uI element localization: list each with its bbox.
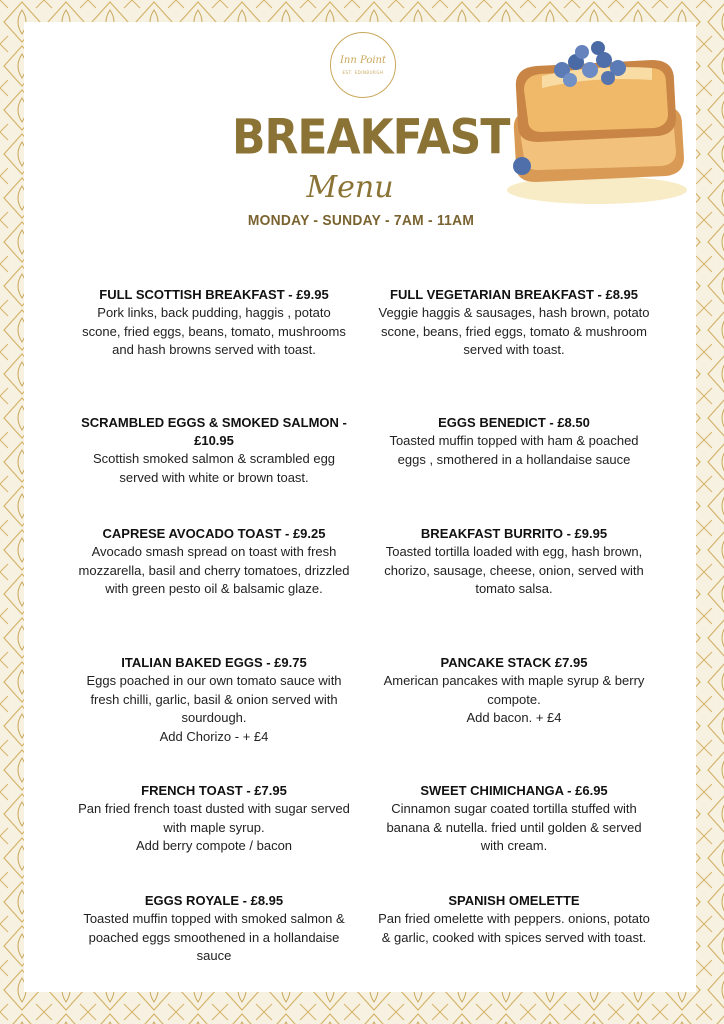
item-description: Cinnamon sugar coated tortilla stuffed with banana & nutella. fried until golden & served with cream. — [386, 801, 642, 853]
item-description: Toasted muffin topped with smoked salmon & poached eggs smoothened in a hollandaise sauce — [83, 911, 345, 963]
menu-item-scrambled-eggs — [78, 414, 350, 487]
menu-item-eggs-royale — [78, 892, 350, 966]
item-name: FULL VEGETARIAN BREAKFAST - £8.95 — [390, 287, 638, 302]
french-toast-illustration — [502, 40, 692, 210]
item-description: Pan fried french toast dusted with sugar served with maple syrup. — [78, 801, 350, 835]
item-name: SCRAMBLED EGGS & SMOKED SALMON - £10.95 — [81, 415, 347, 448]
item-description: Veggie haggis & sausages, hash brown, potato scone, beans, fried eggs, tomato & mushroom served with toast. — [378, 305, 650, 357]
item-name: EGGS BENEDICT - £8.50 — [438, 415, 590, 430]
menu-item-full-vegetarian — [378, 286, 650, 360]
menu-item-french-toast — [78, 782, 350, 856]
item-description: Scottish smoked salmon & scrambled egg served with white or brown toast. — [92, 451, 336, 485]
item-addon: Add bacon. + £4 — [466, 710, 562, 725]
item-addon: Add Chorizo - + £4 — [159, 728, 269, 744]
item-name: BREAKFAST BURRITO - £9.95 — [420, 526, 608, 541]
item-name: ITALIAN BAKED EGGS - £9.75 — [121, 655, 307, 670]
menu-item-eggs-benedict — [378, 414, 650, 469]
menu-subtitle: Menu — [306, 170, 394, 205]
item-name: FRENCH TOAST - £7.95 — [141, 783, 287, 798]
item-name: FULL SCOTTISH BREAKFAST - £9.95 — [99, 287, 329, 302]
item-name: EGGS ROYALE - £8.95 — [144, 893, 284, 908]
item-addon: Add berry compote / bacon — [135, 838, 293, 853]
item-description: Pork links, back pudding, haggis , potato scone, fried eggs, beans, tomato, mushrooms and hash browns served with toast. — [82, 305, 346, 357]
logo-subtext: EST. EDINBURGH — [342, 69, 384, 75]
item-description: Toasted muffin topped with ham & poached eggs , smothered in a hollandaise sauce — [389, 433, 639, 467]
item-name: CAPRESE AVOCADO TOAST - £9.25 — [102, 526, 326, 541]
item-description: American pancakes with maple syrup & berry compote. — [383, 673, 645, 707]
menu-item-pancake-stack — [378, 654, 650, 728]
menu-item-full-scottish — [78, 286, 350, 360]
item-name: SWEET CHIMICHANGA - £6.95 — [420, 783, 608, 798]
menu-item-sweet-chimichanga — [378, 782, 650, 856]
menu-item-breakfast-burrito — [378, 525, 650, 599]
item-name: SPANISH OMELETTE — [448, 893, 580, 908]
menu-item-spanish-omelette — [378, 892, 650, 947]
item-description: Toasted tortilla loaded with egg, hash brown, chorizo, sausage, cheese, onion, served with tomato salsa. — [384, 544, 644, 596]
item-description: Pan fried omelette with peppers. onions, potato & garlic, cooked with spices served with toast. — [378, 911, 650, 945]
menu-item-caprese-toast — [78, 525, 350, 599]
item-description: Eggs poached in our own tomato sauce with fresh chilli, garlic, basil & onion served with sourdough. — [86, 673, 342, 725]
opening-hours: MONDAY - SUNDAY - 7AM - 11AM — [247, 212, 475, 229]
logo-script: Inn Point — [339, 54, 386, 66]
item-description: Avocado smash spread on toast with fresh mozzarella, basil and cherry tomatoes, drizzled with green pesto oil & balsamic glaze. — [78, 544, 350, 596]
menu-item-italian-baked-eggs — [78, 654, 350, 746]
item-name: PANCAKE STACK £7.95 — [440, 655, 588, 670]
restaurant-logo — [330, 32, 396, 98]
page-title: BREAKFAST — [232, 109, 510, 166]
